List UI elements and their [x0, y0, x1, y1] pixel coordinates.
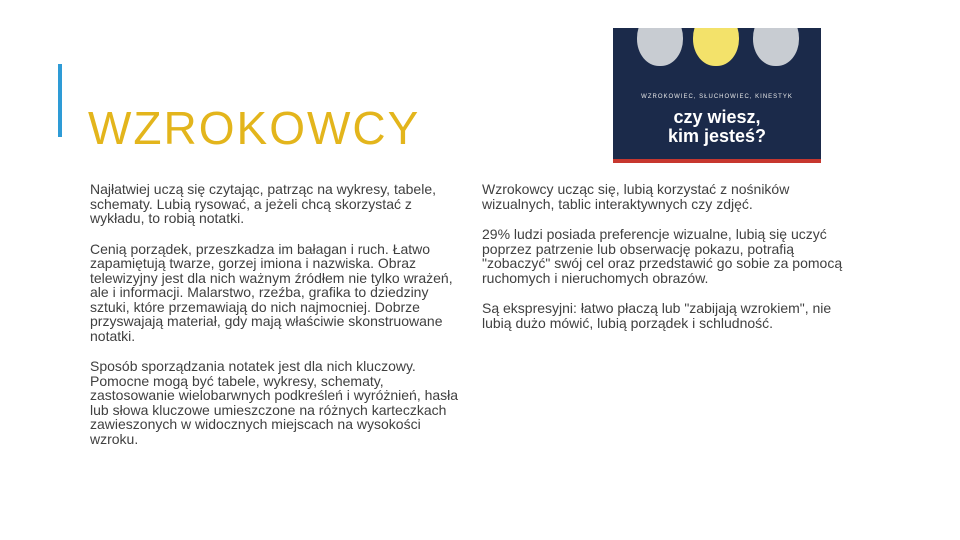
paragraph: Cenią porządek, przeszkadza im bałagan i ruch. Łatwo zapamiętują twarze, gorzej imiona i nazwiska. Obraz telewizyjny jest dla nich ważnym źródłem nie tylko wrażeń, ale i informacji. Malarstwo, rzeźba, grafika to dziedziny sztuki, które przemawiają do nich najmocniej. Dobrze przyswajają materiał, gdy mają właściwie skonstruowane notatki. [90, 240, 453, 344]
slide-title: WZROKOWCY [88, 101, 421, 154]
lightbulb-icon [637, 28, 683, 66]
paragraph: Wzrokowcy ucząc się, lubią korzystać z nośników wizualnych, tablic interaktywnych czy zdjęć. [482, 181, 790, 212]
paragraph: 29% ludzi posiada preferencje wizualne, lubią się uczyć poprzez patrzenie lub obserwację pokazu, potrafią "zobaczyć" swój cel oraz przedstawić go sobie za pomocą ruchomych i nieruchomych obrazów. [482, 226, 843, 286]
title-accent-bar [58, 64, 62, 137]
image-bottom-bar [613, 159, 821, 163]
paragraph: Są ekspresyjni: łatwo płaczą lub "zabijają wzrokiem", nie lubią dużo mówić, lubią porządek i schludność. [482, 300, 832, 331]
image-subtitle: WZROKOWIEC, SŁUCHOWIEC, KINESTYK [641, 94, 793, 100]
image-heading-line2: kim jesteś? [667, 126, 767, 146]
lightbulb-lit-icon [693, 28, 739, 66]
left-text-column [90, 182, 462, 462]
image-heading [613, 108, 821, 146]
right-text-column [482, 182, 844, 346]
image-heading-line1: czy wiesz, [673, 107, 761, 127]
paragraph: Najłatwiej uczą się czytając, patrząc na wykresy, tabele, schematy. Lubią rysować, a jeżeli chcą skorzystać z wykładu, to robią notatki. [90, 181, 436, 226]
lightbulb-icon [753, 28, 799, 66]
book-cover-image [613, 28, 821, 163]
paragraph: Sposób sporządzania notatek jest dla nich kluczowy. Pomocne mogą być tabele, wykresy, schematy, zastosowanie wielobarwnych podkreśleń i wyróżnień, hasła lub słowa kluczowe umieszczone na różnych karteczkach zawieszonych w widocznych miejscach na wysokości wzroku. [90, 358, 459, 447]
